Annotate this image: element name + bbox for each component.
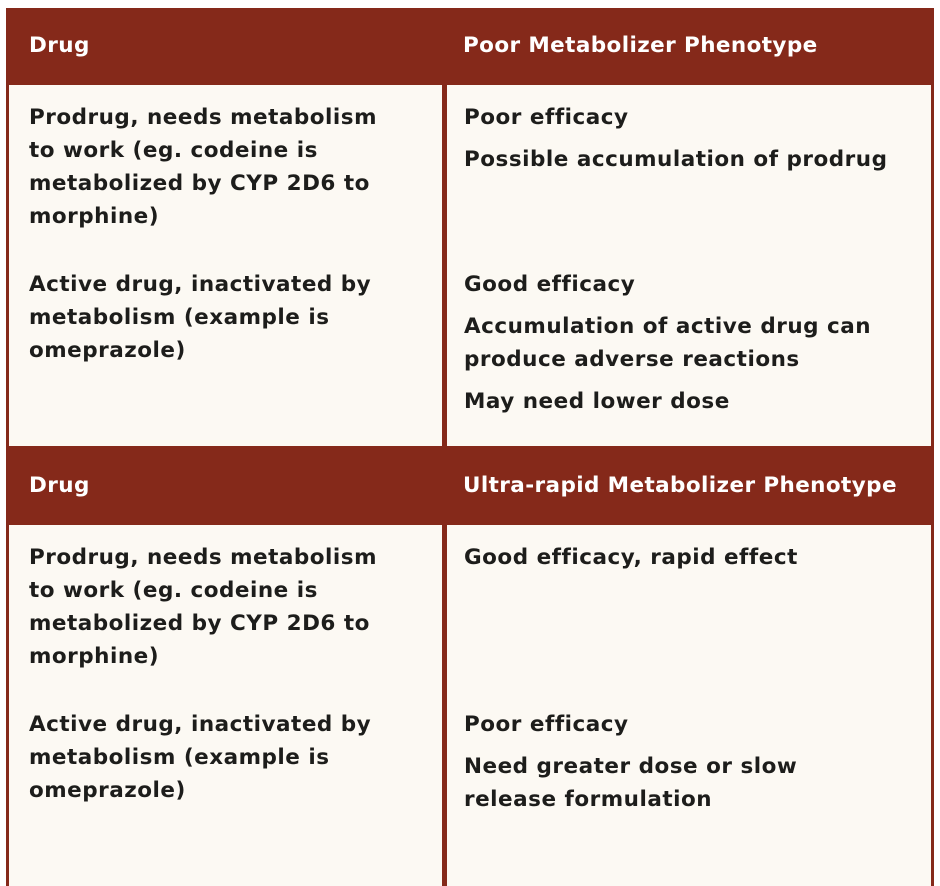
text-line: Active drug, inactivated by: [29, 272, 372, 297]
text-line: Prodrug, needs metabolism: [29, 545, 377, 570]
text-line: Prodrug, needs metabolism: [29, 105, 377, 130]
effect-item: [464, 708, 629, 741]
header-phenotype: Poor Metabolizer Phenotype: [463, 33, 818, 58]
header-drug: Drug: [29, 33, 90, 58]
text-line: Accumulation of active drug can: [464, 314, 872, 339]
effect-item: [464, 385, 730, 418]
text-line: metabolism (example is: [29, 745, 330, 770]
text-line: Active drug, inactivated by: [29, 712, 372, 737]
drug-description: [29, 101, 377, 233]
text-line: omeprazole): [29, 778, 186, 803]
text-line: produce adverse reactions: [464, 347, 800, 372]
header-drug: Drug: [29, 473, 90, 498]
text-line: Need greater dose or slow: [464, 754, 798, 779]
table-header-row: [6, 8, 934, 83]
drug-column-cell: [9, 85, 442, 446]
text-line: release formulation: [464, 787, 713, 812]
drug-description: [29, 708, 371, 807]
phenotype-column-cell: [447, 85, 931, 446]
effect-item: [464, 143, 887, 176]
text-line: Possible accumulation of prodrug: [464, 147, 888, 172]
text-line: metabolized by CYP 2D6 to: [29, 611, 370, 636]
effect-item: [464, 750, 797, 816]
text-line: omeprazole): [29, 338, 186, 363]
text-line: Good efficacy: [464, 272, 636, 297]
text-line: May need lower dose: [464, 389, 730, 414]
text-line: Good efficacy, rapid effect: [464, 545, 798, 570]
text-line: to work (eg. codeine is: [29, 578, 318, 603]
effect-item: [464, 101, 629, 134]
poor-metabolizer-section: [6, 8, 934, 446]
table-header-row: [6, 448, 934, 523]
metabolizer-table: [6, 8, 934, 886]
drug-description: [29, 541, 377, 673]
header-phenotype: Ultra-rapid Metabolizer Phenotype: [463, 473, 897, 498]
text-line: Poor efficacy: [464, 105, 629, 130]
text-line: to work (eg. codeine is: [29, 138, 318, 163]
ultra-rapid-metabolizer-section: [6, 448, 934, 886]
drug-column-cell: [9, 525, 442, 886]
text-line: metabolism (example is: [29, 305, 330, 330]
effect-item: [464, 268, 635, 301]
phenotype-column-cell: [447, 525, 931, 886]
effect-item: [464, 541, 798, 574]
effect-item: [464, 310, 871, 376]
text-line: Poor efficacy: [464, 712, 629, 737]
text-line: metabolized by CYP 2D6 to: [29, 171, 370, 196]
text-line: morphine): [29, 204, 160, 229]
drug-description: [29, 268, 371, 367]
text-line: morphine): [29, 644, 160, 669]
